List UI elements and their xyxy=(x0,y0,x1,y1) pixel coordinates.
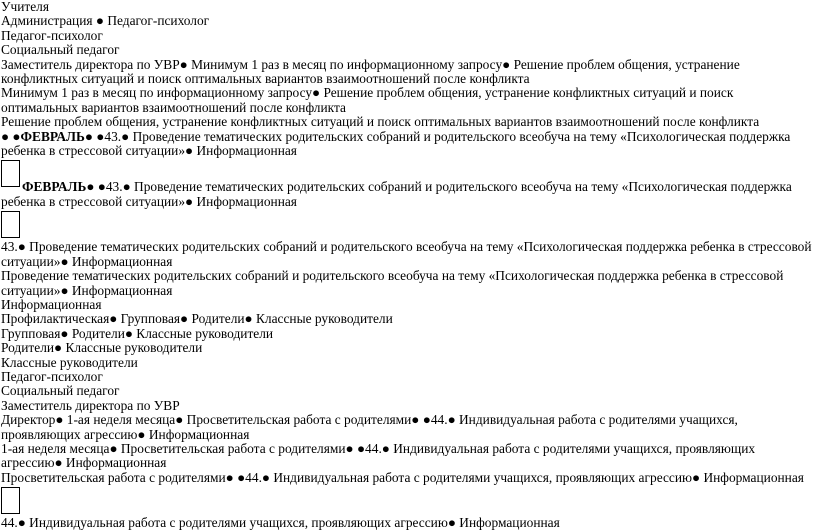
text-line: Директор● 1-ая неделя месяца● Просветительская работа с родителями● ●44.● Индивидуальная работа с родителями учащихся, проявляющих агрессию● Информационная xyxy=(1,412,738,442)
text-line xyxy=(1,180,813,209)
text-line: Социальный педагог xyxy=(1,42,120,58)
text-line: Заместитель директора по УВР● Минимум 1 раз в месяц по информационному запросу● Решение проблем общения, устранение конфликтных ситуаций и поиск оптимальных вариантов взаимоотношений после конфликта xyxy=(1,56,740,87)
text-line: 43.● Проведение тематических родительских собраний и родительского всеобуча на тему «Психологическая поддержка ребенка в стрессовой ситуации»● Информационная xyxy=(1,239,812,269)
text-segment: ●43.● Проведение тематических родительских собраний и родительского всеобуча на тему «Психологическая поддержка ребенка в стрессовой ситуации»● Информационная xyxy=(1,128,791,159)
month-label: ● ●ФЕВРАЛЬ● xyxy=(1,128,93,144)
text-line: Информационная xyxy=(1,296,102,312)
text-line: 1-ая неделя месяца● Просветительская работа с родителями● ●44.● Индивидуальная работа с родителями учащихся, проявляющих агрессию● Информационная xyxy=(1,440,756,471)
text-line: Решение проблем общения, устранение конфликтных ситуаций и поиск оптимальных вариантов взаимоотношений после конфликта xyxy=(1,114,760,130)
text-line: Педагог-психолог xyxy=(1,368,103,384)
text-line: 44.● Индивидуальная работа с родителями учащихся, проявляющих агрессию● Информационная xyxy=(1,515,560,531)
text-line: Минимум 1 раз в месяц по информационному запросу● Решение проблем общения, устранение конфликтных ситуаций и поиск оптимальных вариантов взаимоотношений после конфликта xyxy=(1,85,734,115)
text-line: Профилактическая● Групповая● Родители● Классные руководители xyxy=(1,311,393,327)
text-line: Заместитель директора по УВР xyxy=(1,397,180,413)
text-line xyxy=(1,130,813,159)
text-segment: ●43.● Проведение тематических родительских собраний и родительского всеобуча на тему «Психологическая поддержка ребенка в стрессовой ситуации»● Информационная xyxy=(1,179,792,209)
text-line: Учителя xyxy=(1,0,50,14)
text-line: Родители● Классные руководители xyxy=(1,340,203,356)
text-line: Просветительская работа с родителями● ●44.● Индивидуальная работа с родителями учащихся, проявляющих агрессию● Информационная xyxy=(1,469,804,485)
text-line: Социальный педагог xyxy=(1,383,120,399)
empty-cell-box xyxy=(1,211,20,238)
text-line: Классные руководители xyxy=(1,354,138,370)
text-line: Групповая● Родители● Классные руководители xyxy=(1,325,274,341)
month-label: ФЕВРАЛЬ● xyxy=(22,179,95,195)
empty-cell-box xyxy=(1,487,20,514)
text-line: Администрация ● Педагог-психолог xyxy=(1,13,210,29)
text-line: Проведение тематических родительских собраний и родительского всеобуча на тему «Психологическая поддержка ребенка в стрессовой ситуации»● Информационная xyxy=(1,268,784,298)
text-line: Педагог-психолог xyxy=(1,27,103,43)
